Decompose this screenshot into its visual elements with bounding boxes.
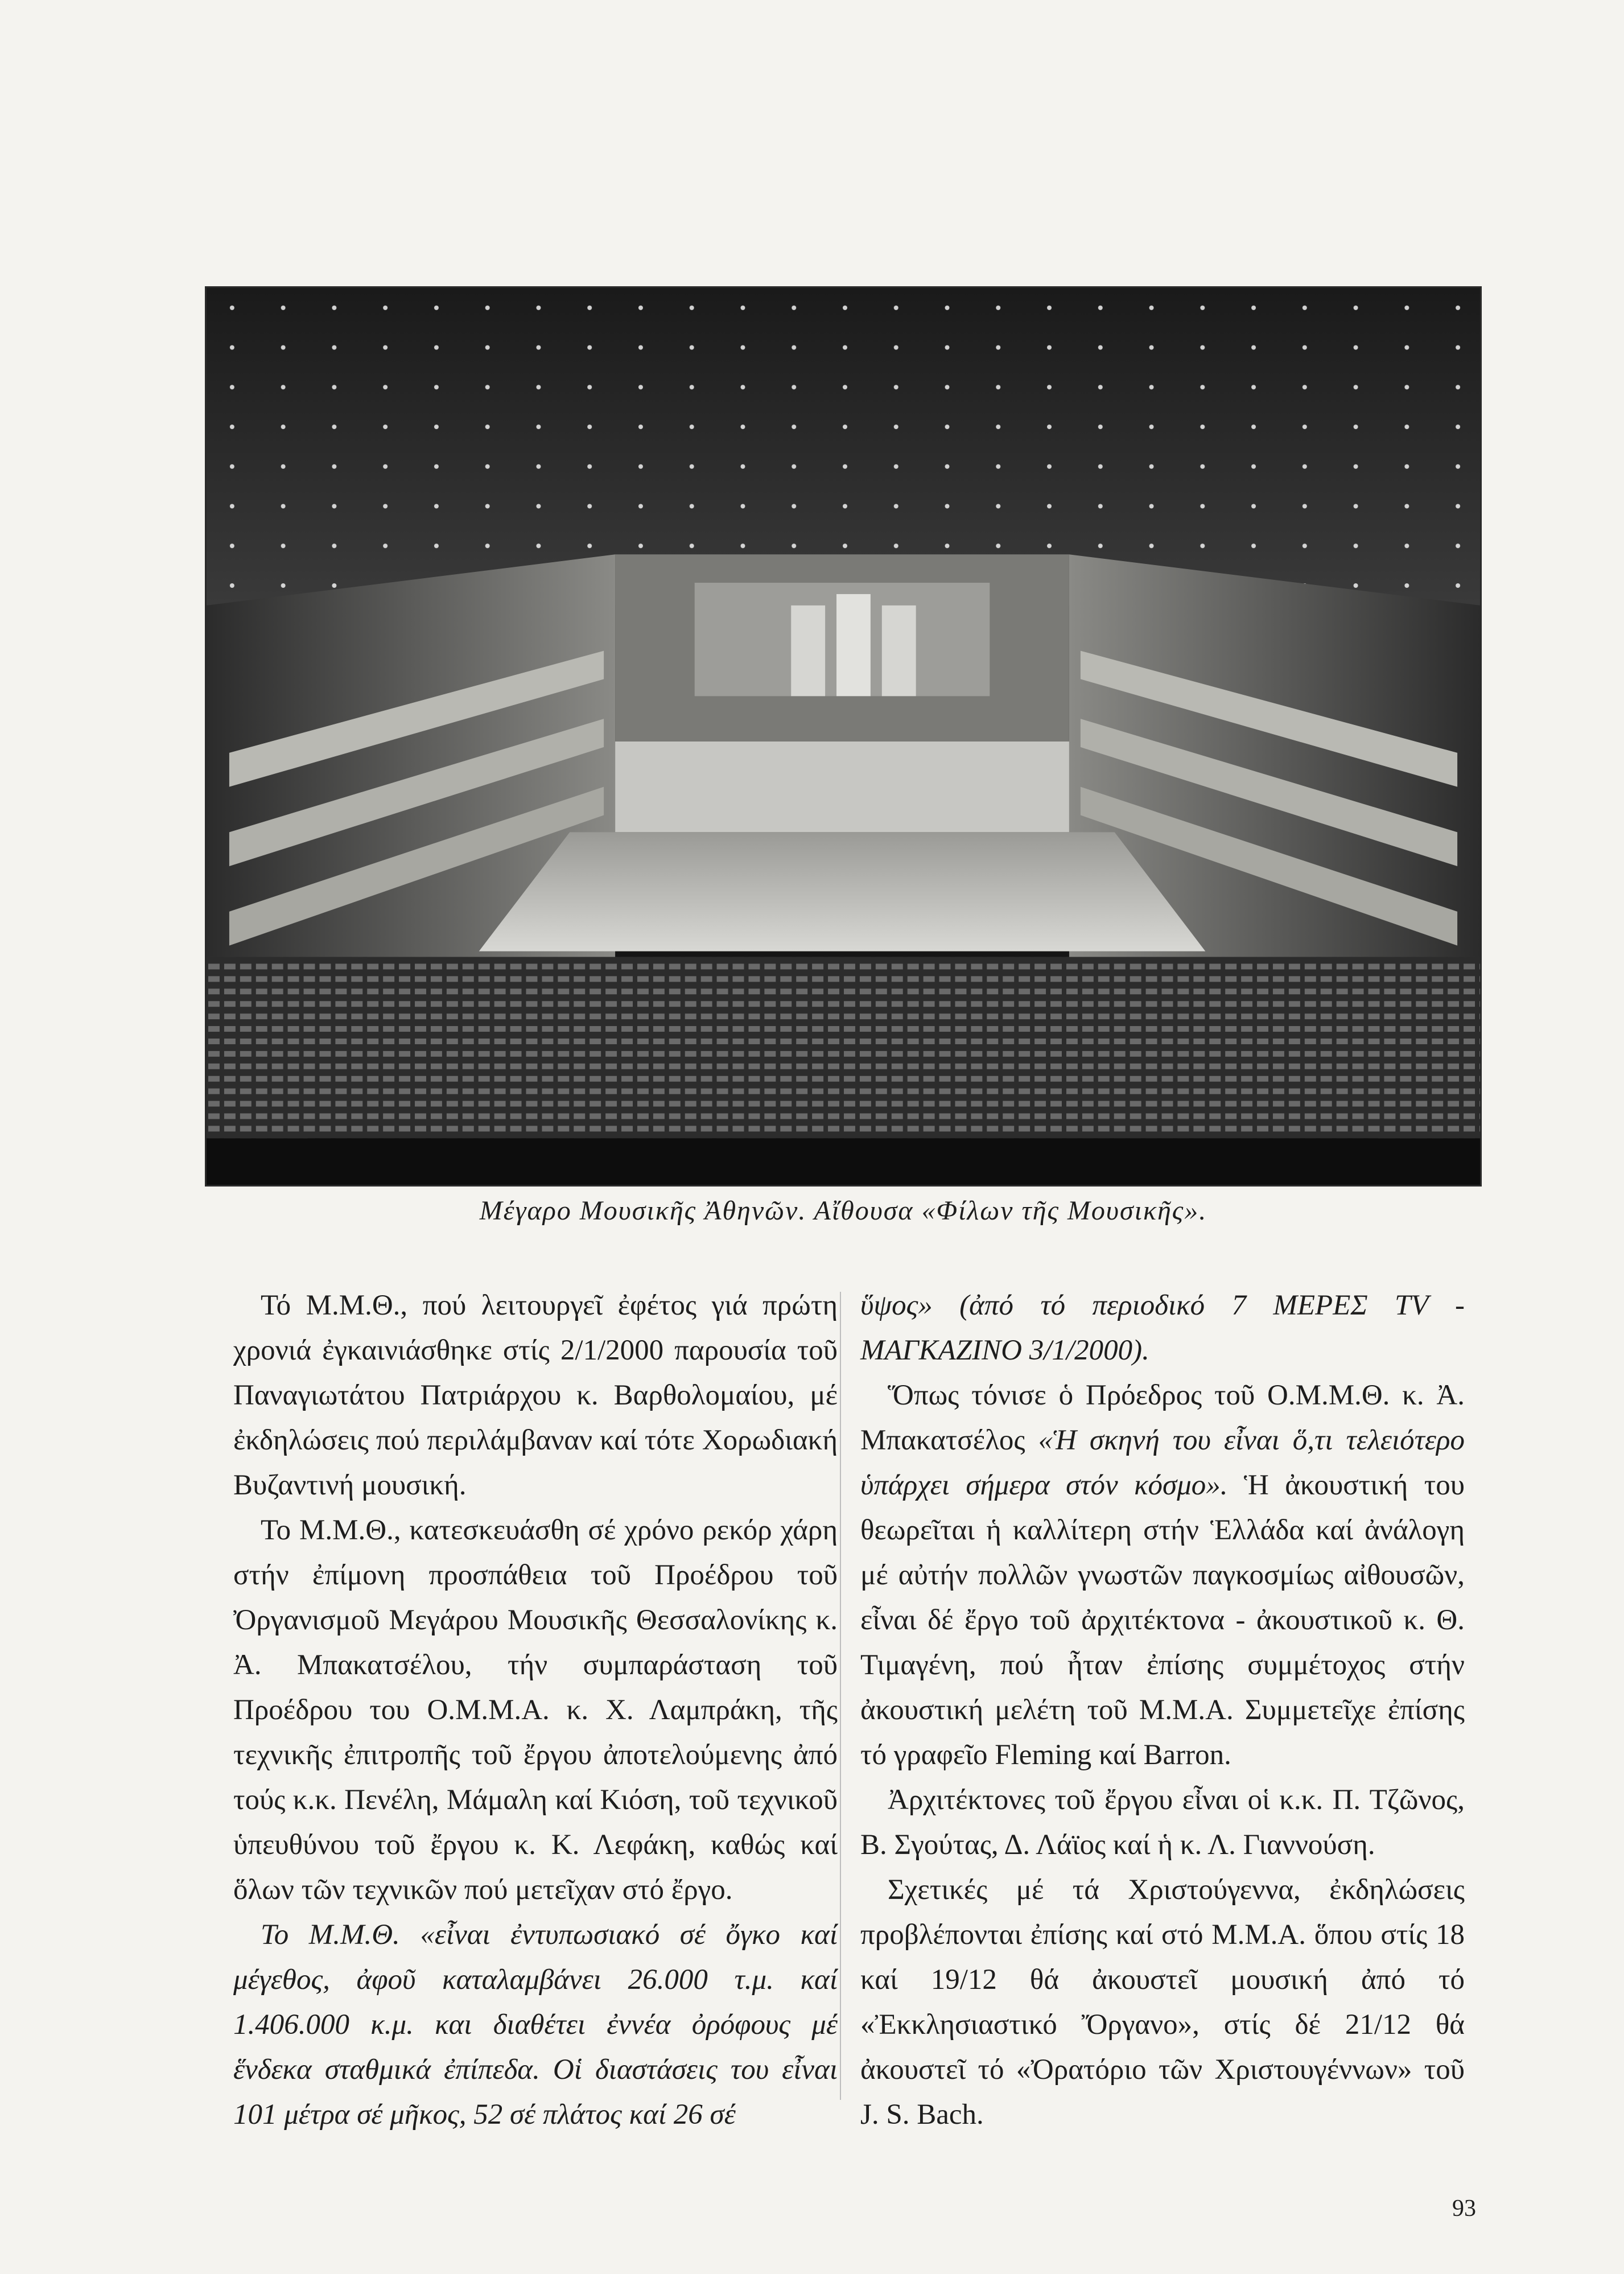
right-paragraph-2-quote: «Ἡ σκηνή του εἶναι ὅ,τι τελειότερο ὑπάρχει σήμερα στόν κόσμο». (860, 1424, 1465, 1501)
right-paragraph-2 (860, 1373, 1465, 1778)
photo-caption: Μέγαρο Μουσικῆς Ἀθηνῶν. Αἴθουσα «Φίλων τῆς Μουσικῆς». (479, 1196, 1207, 1226)
page-number: 93 (1452, 2195, 1476, 2222)
left-paragraph-2: Το Μ.Μ.Θ., κατεσκευάσθη σέ χρόνο ρεκόρ χάρη στήν ἐπίμονη προσπάθεια τοῦ Προέδρου τοῦ Ὀργανισμοῦ Μεγάρου Μουσικῆς Θεσσαλονίκης κ. Ἀ. Μπακατσέλου, τήν συμπαράσταση τοῦ Προέδρου του Ο.Μ.Μ.Α. κ. Χ. Λαμπράκη, τῆς τεχνικῆς ἐπιτροπῆς τοῦ ἔργου ἀποτελούμενης ἀπό τούς κ.κ. Πενέλη, Μάμαλη καί Κιόση, τοῦ τεχνικοῦ ὑπευθύνου τοῦ ἔργου κ. Κ. Λεφάκη, καθώς καί ὅλων τῶν τεχνικῶν πού μετεῖχαν στό ἔργο. (233, 1514, 838, 1906)
left-paragraph-1: Τό Μ.Μ.Θ., πού λειτουργεῖ ἐφέτος γιά πρώτη χρονιά ἐγκαινιάσθηκε στίς 2/1/2000 παρουσία τοῦ Παναγιωτάτου Πατριάρχου κ. Βαρθολομαίου, μέ ἐκδηλώσεις πού περιλάμβαναν καί τότε Χορωδιακή Βυζαντινή μουσική. (233, 1290, 838, 1501)
concert-hall-photo (205, 286, 1482, 1187)
right-paragraph-1: ὕψος» (ἀπό τό περιοδικό 7 ΜΕΡΕΣ TV - ΜΑΓΚΑΖΙΝΟ 3/1/2000). (860, 1290, 1465, 1366)
concert-hall-illustration (207, 288, 1480, 1185)
left-column (233, 1283, 838, 2137)
left-paragraph-3: Το Μ.Μ.Θ. «εἶναι ἐντυπωσιακό σέ ὄγκο καί μέγεθος, ἀφοῦ καταλαμβάνει 26.000 τ.μ. καί 1.406.000 κ.μ. και διαθέτει ἐννέα ὀρόφους μέ ἕνδεκα σταθμικά ἐπίπεδα. Οἱ διαστάσεις του εἶναι 101 μέτρα σέ μῆκος, 52 σέ πλάτος καί 26 σέ (233, 1919, 838, 2131)
right-paragraph-2-body: Ἡ ἀκουστική του θεωρεῖται ἡ καλλίτερη στήν Ἑλλάδα καί ἀνάλογη μέ αὐτήν πολλῶν γνωστῶν παγκοσμίως αἰθουσῶν, εἶναι δέ ἔργο τοῦ ἀρχιτέκτονα - ἀκουστικοῦ κ. Θ. Τιμαγένη, πού ἦταν ἐπίσης συμμέτοχος στήν ἀκουστική μελέτη τοῦ Μ.Μ.Α. Συμμετεῖχε ἐπίσης τό γραφεῖο Fleming καί Barron. (860, 1469, 1465, 1771)
right-paragraph-3: Ἀρχιτέκτονες τοῦ ἔργου εἶναι οἱ κ.κ. Π. Τζῶνος, Β. Σγούτας, Δ. Λάϊος καί ἡ κ. Λ. Γιαννούση. (860, 1784, 1465, 1861)
right-column (860, 1283, 1465, 2137)
right-paragraph-2-intro: Ὅπως τόνισε ὁ Πρόεδρος τοῦ Ο.Μ.Μ.Θ. κ. Ἀ. Μπακατσέλος (860, 1379, 1465, 1456)
right-paragraph-4: Σχετικές μέ τά Χριστούγεννα, ἐκδηλώσεις προβλέπονται ἐπίσης καί στό Μ.Μ.Α. ὅπου στίς 18 καί 19/12 θά ἀκουστεῖ μουσική ἀπό τό «Ἐκκλησιαστικό Ὄργανο», στίς δέ 21/12 θά ἀκουστεῖ τό «Ὀρατόριο τῶν Χριστουγέννων» τοῦ J. S. Bach. (860, 1874, 1465, 2131)
column-divider (840, 1292, 841, 2100)
